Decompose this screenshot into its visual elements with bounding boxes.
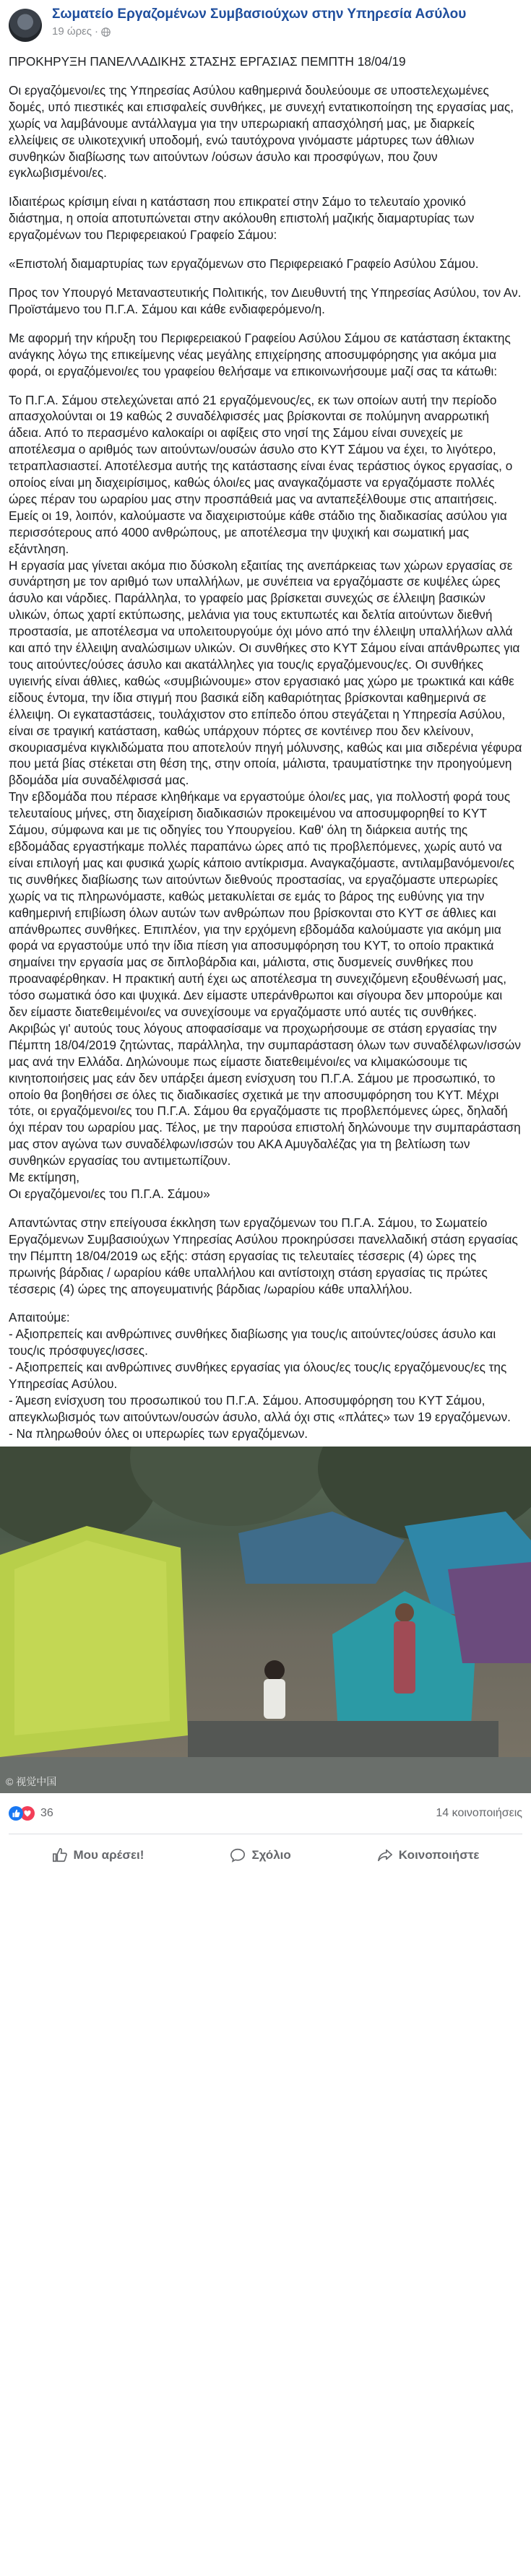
demand-item: - Άμεση ενίσχυση του προσωπικού του Π.Γ.Α. Σάμου. Αποσυμφόρηση του ΚΥΤ Σάμου, απεγκλωβισμός των αιτούντων/ουσών άσυλο, αλλά όχι στις «πλάτες» των 19 εργαζόμενων. xyxy=(9,1392,511,1424)
page-name-link[interactable]: Σωματείο Εργαζομένων Συμβασιούχων στην Υπηρεσία Ασύλου xyxy=(52,6,467,22)
comment-button[interactable] xyxy=(230,1847,290,1863)
post-paragraph: Οι εργαζόμενοι/ες της Υπηρεσίας Ασύλου καθημερινά δουλεύουμε σε υποστελεχωμένες δομές, υπό πιεστικές και επισφαλείς συνθήκες, με συνεχή εντατικοποίηση της εργασίας μας, χωρίς να λαμβάνουμε αντάλλαγμα για την υπερωριακή απασχόλησή μας, με διαρκείς ελλείψεις σε υλικοτεχνική υποδομή, ενώ ταυτόχρονα γινόμαστε μάρτυρες των άθλιων συνθηκών διαβίωσης των αιτούντων /ούσων άσυλο και προσφύγων, που ζουν εγκλωβισμένοι/ες. xyxy=(9,82,514,181)
post-header xyxy=(0,0,531,53)
shares-count[interactable]: 14 κοινοποιήσεις xyxy=(436,1806,522,1819)
share-button[interactable] xyxy=(377,1847,480,1863)
like-button[interactable] xyxy=(52,1847,144,1863)
photo-watermark: © 视觉中国 xyxy=(6,1775,57,1787)
meta-separator: · xyxy=(95,25,99,38)
post-paragraph: «Επιστολή διαμαρτυρίας των εργαζόμενων στο Περιφερειακό Γραφείο Ασύλου Σάμου. xyxy=(9,256,479,272)
post-body xyxy=(0,53,531,1442)
post-paragraph: Προς τον Υπουργό Μεταναστευτικής Πολιτικής, τον Διευθυντή της Υπηρεσίας Ασύλου, τον Αν. Προϊστάμενο του Π.Γ.Α. Σάμου και κάθε ενδιαφερόμενο/η. xyxy=(9,285,522,316)
demand-item: - Να πληρωθούν όλες οι υπερωρίες των εργαζόμενων. xyxy=(9,1426,308,1441)
post-paragraph: Η εργασία μας γίνεται ακόμα πιο δύσκολη εξαιτίας της ανεπάρκειας των χώρων εργασίας σε συνάρτηση με τον αριθμό των υπαλλήλων, με συνέπεια να εργαζόμαστε σε κυψέλες ώρες άσυλο και νάρδιες. Παράλληλα, το γραφείο μας βρίσκεται συνεχώς σε έλλειψη βασικών υλικών, όπως χαρτί εκτύπωσης, μελάνια για τους εκτυπωτές και δελτία αιτούντων διεθνή προστασία, με αποτέλεσμα να υπολειτουργούμε όχι μόνο από την έλλειψη υπαλλήλων αλλά και από την έλλειψη αναλώσιμων υλικών. Οι συνθήκες στο ΚΥΤ Σάμου είναι απάνθρωπες για τους αιτούντες/ούσες άσυλο και ακατάλληλες για τους/ις εργαζόμενους/ες. Οι συνθήκες υγιεινής είναι άθλιες, καθώς «συμβιώνουμε» στον εργασιακό μας χώρο με τρωκτικά και κάθε είδους έντομα, την ίδια στιγμή που βασικά είδη καθαριότητας βρίσκονται καθημερινά σε έλλειψη. Οι εγκαταστάσεις, τουλάχιστον στο επίπεδο όπου στεγάζεται η Υπηρεσία Ασύλου, είναι σε τραγική κατάσταση, καθώς υπάρχουν πόρτες σε κοντέινερ που δεν κλείνουν, σκουριασμένα κιγκλιδώματα που αποτελούν πηγή μόλυνσης, καθώς και μια σιδερένια γέφυρα που μετά βίας στέκεται στη θέση της, στην οποία, μάλιστα, τραυματίστηκε την προηγούμενη βδομάδα μία συναδέλφισσά μας. xyxy=(9,558,522,788)
post-paragraph: Απαντώντας στην επείγουσα έκκληση των εργαζόμενων του Π.Γ.Α. Σάμου, το Σωματείο Εργαζόμενων Συμβασιούχων Υπηρεσίας Ασύλου προκηρύσσει πανελλαδική στάση εργασίας την Πέμπτη 18/04/2019 ως εξής: στάση εργασίας τις τελευταίες τέσσερις (4) ώρες της πρωινής βάρδιας / ωραρίου κάθε υπαλλήλου και αντίστοιχη στάση εργασίας τις πρώτες τέσσερις (4) ώρες της απογευματινής βάρδιας /ωραρίου κάθε υπαλλήλου. xyxy=(9,1215,518,1296)
post-paragraph: Ιδιαιτέρως κρίσιμη είναι η κατάσταση που επικρατεί στην Σάμο το τελευταίο χρονικό διάστημα, η οποία αποτυπώνεται στην ακόλουθη επιστολή μαζικής διαμαρτυρίας των εργαζομένων του Περιφερειακού Γραφείο Σάμου: xyxy=(9,194,475,243)
post-paragraph: Την εβδομάδα που πέρασε κληθήκαμε να εργαστούμε όλοι/ες μας, για πολλοστή φορά τους τελευταίους μήνες, στη διαχείριση διαδικασιών προκειμένου να αποσυμφορηθεί το ΚΥΤ Σάμου, σύμφωνα και με τις οδηγίες του Υπουργείου. Καθ' όλη τη διάρκεια αυτής της εβδομάδας εργαστήκαμε πολλές παραπάνω ώρες από τις προβλεπόμενες, χωρίς αυτό να είναι επιλογή μας και φυσικά χωρίς κάποιο αντίκρισμα. Αναγκαζόμαστε, αντιλαμβανόμενοι/ες τις συνθήκες διαβίωσης των αιτούντων διεθνούς προστασίας, να εργαζόμαστε υπερωρίες χωρίς να τις πληρωνόμαστε, καθώς μετακυλίεται σε εμάς το βάρος της ευθύνης για την καθημερινή επιβίωση όλων αυτών των ανθρώπων που βρίσκονται στο ΚΥΤ σε άθλιες και απάνθρωπες συνθήκες. Επιπλέον, για την ερχόμενη εβδομάδα καλούμαστε για ακόμη μια φορά να εργαστούμε υπό την ίδια πίεση για αποσυμφόρηση του ΚΥΤ, το οποίο πρακτικά σημαίνει την εργασία μας σε διπλοβάρδια και, μάλιστα, στις δυσμενείς συνθήκες που προαναφέρθηκαν. Η πρακτική αυτή έχει ως αποτέλεσμα τη συνεχιζόμενη εξουθένωσή μας, τόσο σωματικά όσο και ψυχικά. Δεν είμαστε υπεράνθρωποι και σίγουρα δεν μπορούμε και δεν είμαστε διατεθειμένοι/ες να συνεχίσουμε να εργαζόμαστε υπό αυτές τις συνθήκες. xyxy=(9,789,514,1020)
reaction-count: 36 xyxy=(40,1806,53,1819)
comment-icon xyxy=(230,1847,246,1863)
demand-item: - Αξιοπρεπείς και ανθρώπινες συνθήκες εργασίας για όλους/ες τους/ις εργαζόμενους/ες της Υπηρεσίας Ασύλου. xyxy=(9,1360,507,1392)
reaction-summary[interactable] xyxy=(9,1806,53,1821)
demand-item: - Αξιοπρεπείς και ανθρώπινες συνθήκες διαβίωσης για τους/ις αιτούντες/ούσες άσυλο και τους/ις πρόσφυγες/ισσες. xyxy=(9,1327,496,1358)
post-paragraph: Το Π.Γ.Α. Σάμου στελεχώνεται από 21 εργαζόμενους/ες, εκ των οποίων αυτή την περίοδο απασχολούνται οι 19 καθώς 2 συναδέλφισσές μας βρίσκονται σε πολύμηνη αναρρωτική άδεια. Από το περασμένο καλοκαίρι οι αφίξεις στο νησί της Σάμου είναι συνεχείς με αποτέλεσμα ο αριθμός των αιτούντων/ουσών άσυλο στο ΚΥΤ Σάμου να έχει, το λιγότερο, τετραπλασιαστεί. Αποτέλεσμα αυτής της κατάστασης είναι ένας τεράστιος όγκος εργασίας, ο οποίος είναι μη διαχειρίσιμος, καθώς όλοι/ες μας αναγκαζόμαστε να εργαζόμαστε πολλές ώρες πέραν του ωραρίου μας στην προσπάθειά μας να ανταπεξέλθουμε στις απαιτήσεις. Εμείς οι 19, λοιπόν, καλούμαστε να διαχειριστούμε κάθε στάδιο της διαδικασίας ασύλου για περισσότερους από 4000 ανθρώπους, με αποτέλεσμα την ψυχική και σωματική μας εξάντληση. xyxy=(9,392,513,556)
action-bar xyxy=(9,1834,522,1876)
page-avatar[interactable] xyxy=(9,9,42,42)
post-time[interactable]: 19 ώρες xyxy=(52,25,92,38)
demands-heading: Απαιτούμε: xyxy=(9,1310,70,1325)
share-arrow-icon xyxy=(377,1847,393,1863)
post-signoff: Με εκτίμηση, xyxy=(9,1170,80,1185)
post-title: ΠΡΟΚΗΡΥΞΗ ΠΑΝΕΛΛΑΔΙΚΗΣ ΣΤΑΣΗΣ ΕΡΓΑΣΙΑΣ ΠΕΜΠΤΗ 18/04/19 xyxy=(9,54,406,69)
share-label: Κοινοποιήστε xyxy=(398,1847,480,1862)
post-signature: Οι εργαζόμενοι/ες του Π.Γ.Α. Σάμου» xyxy=(9,1187,210,1201)
post-paragraph: Ακριβώς γι' αυτούς τους λόγους αποφασίσαμε να προχωρήσουμε σε στάση εργασίας την Πέμπτη 18/04/2019 ζητώντας, παράλληλα, την συμπαράσταση όλων των συναδέλφων/ισσών μας ανά την Ελλάδα. Δηλώνουμε πως είμαστε διατεθειμένοι/ες να κλιμακώσουμε τις κινητοποιήσεις μας εάν δεν υπάρξει άμεση ενίσχυση του Π.Γ.Α. Σάμου με προσωπικό, το οποίο θα βοηθήσει σε όλες τις διαδικασίες σχετικά με την αποσυμφόρηση του ΚΥΤ. Μέχρι τότε, οι εργαζόμενοι/ες του Π.Γ.Α. Σάμου θα εργαζόμαστε τις προβλεπόμενες ώρες, δηλαδή όχι πέραν του ωραρίου μας. Τέλος, με την παρούσα επιστολή δηλώνουμε την συμπαράσταση μας στον αγώνα των συναδέλφων/ισσών του ΑΚΑ Αμυγδαλέζας για τη βελτίωση των συνθηκών εργασίας του αντιμετωπίζουν. xyxy=(9,1020,521,1168)
reactions-bar xyxy=(0,1793,531,1834)
comment-label: Σχόλιο xyxy=(251,1847,291,1862)
header-text xyxy=(52,6,466,39)
thumbs-up-icon xyxy=(52,1847,68,1863)
globe-icon xyxy=(101,27,111,37)
like-icon xyxy=(9,1806,23,1821)
post-meta xyxy=(52,25,466,39)
photo-tents xyxy=(0,1447,531,1793)
post-paragraph: Με αφορμή την κήρυξη του Περιφερειακού Γραφείου Ασύλου Σάμου σε κατάσταση έκτακτης ανάγκης λόγω της επικείμενης νέας μεγάλης επιχείρησης αποσυμφόρησης για ακόμα μια φορά, οι εργαζόμενοι/ες του γραφείου θελήσαμε να επικοινωνήσουμε μαζί σας τα κάτωθι: xyxy=(9,330,511,378)
post-photo[interactable] xyxy=(0,1447,531,1793)
like-label: Μου αρέσει! xyxy=(73,1847,144,1862)
